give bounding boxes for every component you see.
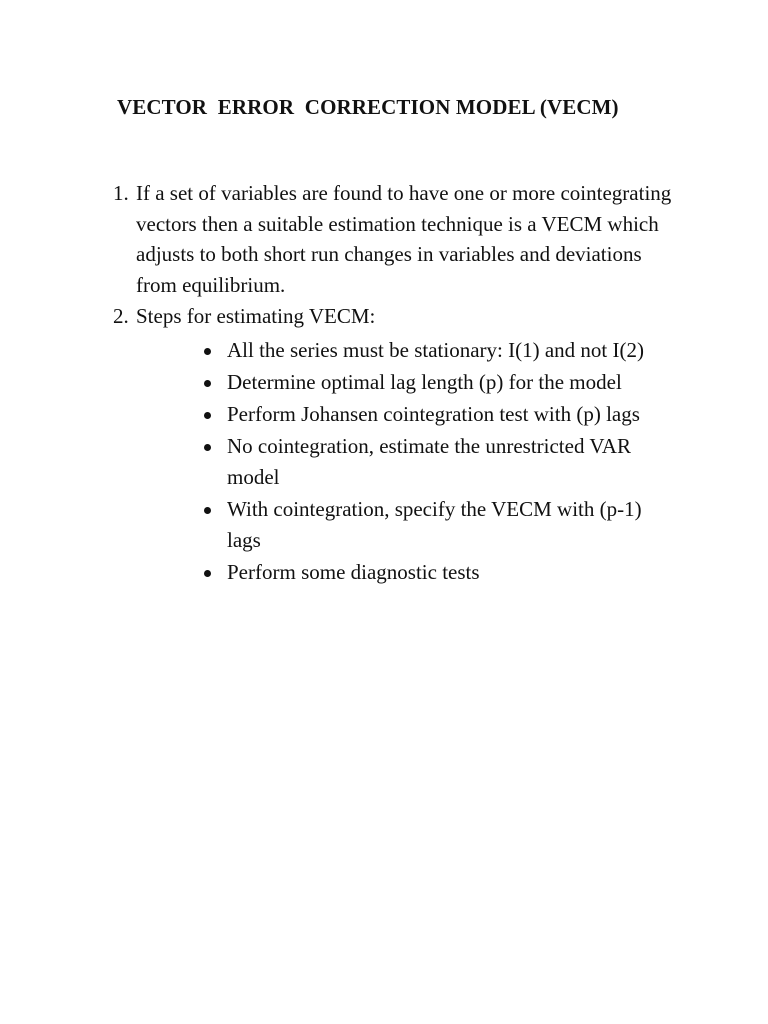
- steps-list: [198, 335, 678, 589]
- step-item: [198, 494, 678, 556]
- step-item: [198, 431, 678, 493]
- step-item: [198, 335, 678, 366]
- list-item-2: [113, 301, 683, 332]
- step-item: [198, 399, 678, 430]
- item-text: Steps for estimating VECM:: [136, 304, 376, 328]
- bullet-icon: [204, 570, 211, 577]
- item-number: 1.: [113, 181, 129, 205]
- item-number: 2.: [113, 304, 129, 328]
- step-text: With cointegration, specify the VECM with (p-1) lags: [227, 497, 642, 552]
- bullet-icon: [204, 412, 211, 419]
- bullet-icon: [204, 507, 211, 514]
- step-item: [198, 557, 678, 588]
- list-item-1: [113, 178, 683, 300]
- bullet-icon: [204, 348, 211, 355]
- page-title: VECTOR ERROR CORRECTION MODEL (VECM): [117, 95, 619, 119]
- step-text: Perform some diagnostic tests: [227, 560, 480, 584]
- step-text: Perform Johansen cointegration test with (p) lags: [227, 402, 640, 426]
- step-text: Determine optimal lag length (p) for the model: [227, 370, 622, 394]
- step-item: [198, 367, 678, 398]
- step-text: No cointegration, estimate the unrestricted VAR model: [227, 434, 631, 489]
- bullet-icon: [204, 444, 211, 451]
- step-text: All the series must be stationary: I(1) and not I(2): [227, 338, 644, 362]
- item-text: If a set of variables are found to have one or more cointegrating vectors then a suitable estimation technique is a VECM which adjusts to both short run changes in variables and deviations from equilibrium.: [136, 181, 672, 297]
- bullet-icon: [204, 380, 211, 387]
